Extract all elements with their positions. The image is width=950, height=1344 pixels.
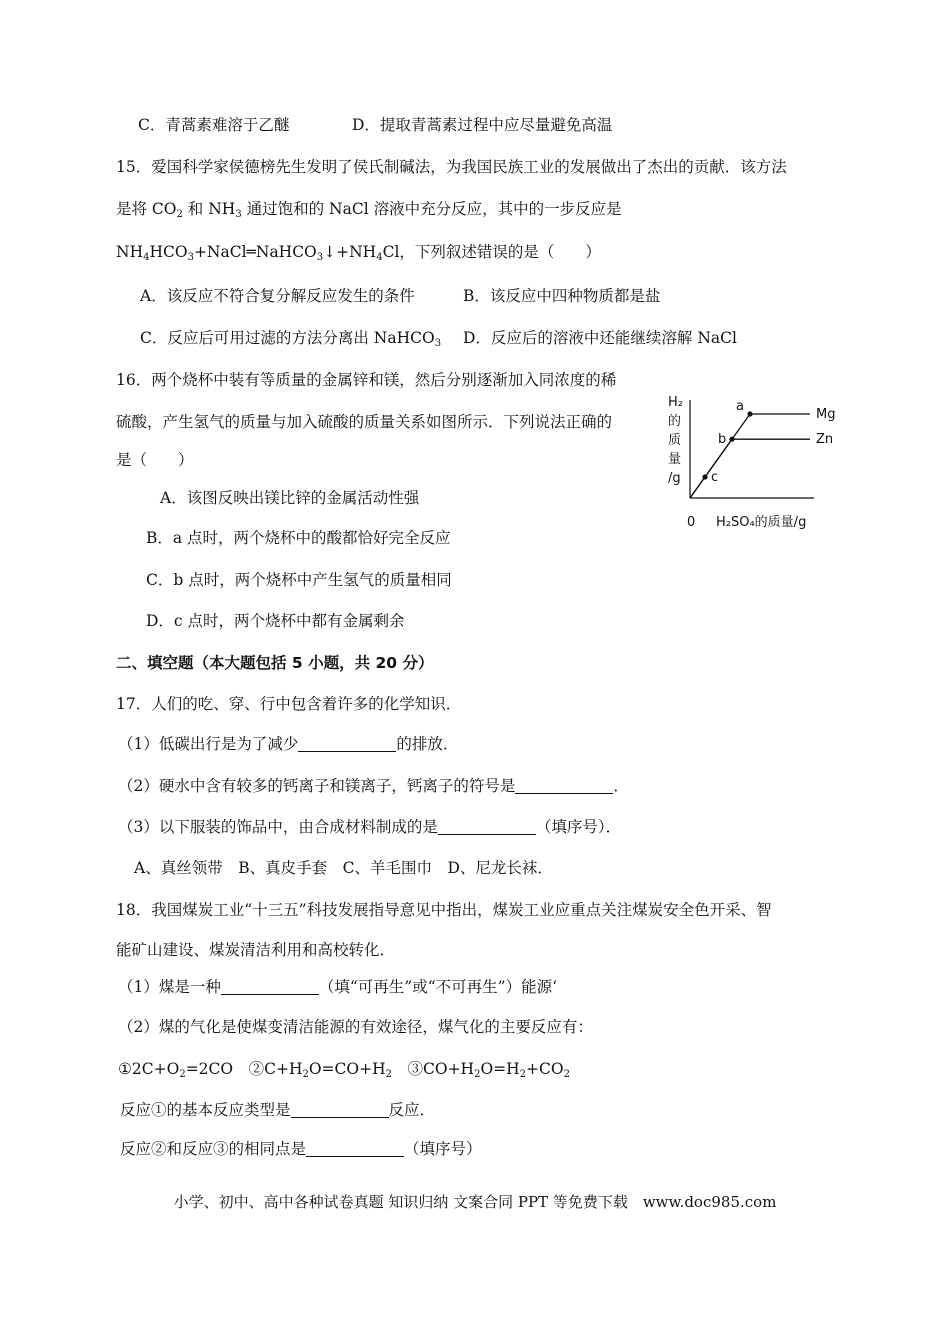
q18-part2-q2: 反应②和反应③的相同点是 （填序号） (120, 1140, 482, 1158)
hydrogen-mass-chart (664, 390, 836, 534)
chart-point-label-a: a (736, 399, 744, 414)
q18-part2-q1: 反应①的基本反应类型是 反应． (120, 1101, 436, 1119)
chart-y-label-part: 量 (668, 452, 682, 467)
q16-stem-line1: 16．两个烧杯中装有等质量的金属锌和镁，然后分别逐渐加入同浓度的稀 (116, 371, 617, 389)
q15-equation-line: $NH_4HCO_3+NaCl═NaHCO_3↓+NH_4Cl$，下列叙述错误的是（ ） (116, 243, 601, 263)
series-line-mg (690, 414, 810, 498)
chart-y-label-part: 质 (668, 433, 682, 448)
q18-part1: （1）煤是一种 （填“可再生”或“不可再生”）能源‘ (118, 978, 557, 996)
q18-stem-line2: 能矿山建设、煤炭清洁利用和高校转化． (116, 941, 396, 959)
chart-point-label-b: b (718, 432, 727, 448)
q16-option-a: A．该图反映出镁比锌的金属活动性强 (160, 489, 420, 507)
q16-option-c: C．b 点时，两个烧杯中产生氢气的质量相同 (146, 571, 452, 589)
chart-point-label-c: c (711, 470, 719, 485)
q16-stem-line3: 是（ ） (116, 451, 194, 469)
q18-reactions: $①2C+O_2=2CO$ $②C+H_2O=CO+H_2$ $③CO+H_2O=H_2+CO_2$ (118, 1060, 570, 1080)
q14-option-c: C．青蒿素难溶于乙醚 (138, 116, 290, 134)
q15-option-b: B．该反应中四种物质都是盐 (463, 287, 661, 305)
series-line-zn (690, 439, 810, 498)
answer-blank[interactable] (515, 777, 613, 794)
q16-option-b: B．a 点时，两个烧杯中的酸都恰好完全反应 (146, 529, 451, 547)
chart-y-label-part: H₂ (668, 395, 683, 410)
q15-stem-line1: 15．爱国科学家侯德榜先生发明了侯氏制碱法，为我国民族工业的发展做出了杰出的贡献．该方法 (116, 158, 787, 176)
chart-point-b (729, 437, 734, 442)
chart-x-axis-label: H₂SO₄的质量/g (716, 515, 807, 530)
answer-blank[interactable] (306, 1140, 404, 1157)
series-label-zn: Zn (816, 432, 834, 448)
chart-y-label-part: 的 (668, 414, 682, 429)
q17-part1: （1）低碳出行是为了减少 的排放． (118, 735, 459, 753)
q17-part3: （3）以下服装的饰品中，由合成材料制成的是 （填序号）． (118, 818, 622, 836)
chart-origin-label: 0 (687, 515, 696, 530)
q14-option-d: D．提取青蒿素过程中应尽量避免高温 (352, 116, 613, 134)
section-2-heading: 二、填空题（本大题包括 5 小题，共 20 分） (116, 654, 434, 672)
q16-stem-line2: 硫酸，产生氢气的质量与加入硫酸的质量关系如图所示．下列说法正确的 (116, 413, 613, 431)
answer-blank[interactable] (221, 978, 319, 995)
chart-y-axis-label (668, 395, 683, 486)
q15-option-c: C．反应后可用过滤的方法分离出 NaHCO$_3$ (140, 329, 442, 349)
q15-stem-line2: 是将 $CO_2$ 和 $NH_3$ 通过饱和的 NaCl 溶液中充分反应，其中的一步反应是 (116, 200, 622, 220)
page-footer: 小学、初中、高中各种试卷真题 知识归纳 文案合同 PPT 等免费下载 www.doc985.com (173, 1193, 777, 1211)
q16-option-d: D．c 点时，两个烧杯中都有金属剩余 (146, 612, 405, 630)
q15-option-a: A．该反应不符合复分解反应发生的条件 (140, 287, 415, 305)
answer-blank[interactable] (438, 818, 536, 835)
answer-blank[interactable] (291, 1101, 389, 1118)
series-label-mg: Mg (816, 407, 836, 422)
chart-y-label-part: /g (668, 471, 681, 486)
q18-stem-line1: 18．我国煤炭工业“十三五”科技发展指导意见中指出，煤炭工业应重点关注煤炭安全色开采、智 (116, 901, 772, 919)
chart-point-a (747, 411, 752, 416)
q17-stem: 17．人们的吃、穿、行中包含着许多的化学知识． (116, 695, 462, 713)
chart-point-c (702, 474, 707, 479)
q18-part2: （2）煤的气化是使煤变清洁能源的有效途径，煤气化的主要反应有： (118, 1018, 593, 1036)
q17-part2: （2）硬水中含有较多的钙离子和镁离子，钙离子的符号是 ． (118, 777, 629, 795)
answer-blank[interactable] (298, 735, 396, 752)
q17-options: A、真丝领带 B、真皮手套 C、羊毛围巾 D、尼龙长袜． (134, 859, 553, 877)
q15-option-d: D．反应后的溶液中还能继续溶解 NaCl (463, 329, 737, 347)
